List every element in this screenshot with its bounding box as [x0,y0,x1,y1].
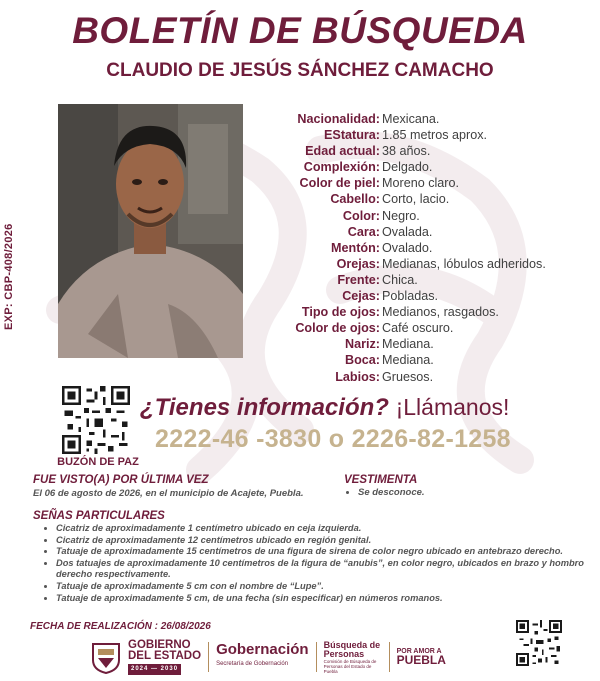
por-amor-a-puebla-logo: POR AMOR A PUEBLA [396,648,446,667]
list-item: • Cicatriz de aproximadamente 1 centímetro ubicado en ceja izquierda. [56,523,596,535]
footer-logos [90,638,446,676]
busqueda-logo: Búsqueda de Personas Comisión de Búsqueda de Personas del Estado de Puebla [323,639,381,674]
list-item: • Dos tatuajes de aproximadamente 10 centímetros de la figura de “anubis”, en color negro, ubicados en brazo y hombro derecho respectivamente. [56,558,596,581]
detail-row: Nacionalidad: Mexicana. [297,112,440,126]
detail-row: Cara: Ovalada. [347,224,433,239]
question-text: ¿Tienes información? [140,394,389,421]
logo-divider [316,642,317,672]
state-seal-icon [90,640,122,674]
detail-row: Mentón: Ovalado. [331,240,433,255]
gobernacion-logo: Gobernación Secretaría de Gobernación [216,641,309,667]
list-item: • Cicatriz de aproximadamente 12 centímetros ubicado en región genital. [56,535,596,547]
file-number: EXP: CBP-408/2026 [3,223,15,330]
detail-row: Orejas: Medianas, lóbulos adheridos. [336,256,546,271]
list-item: • Tatuaje de aproximadamente 5 cm con el nombre de “Lupe”. [56,581,596,593]
detail-row: Tipo de ojos: Medianos, rasgados. [301,305,499,320]
list-item: • Se desconoce. [358,487,425,498]
detail-row: Nariz: Mediana. [345,337,434,352]
detail-row: EStatura: 1.85 metros aprox. [324,128,487,143]
buzon-label: BUZÓN DE PAZ [57,456,139,468]
detail-row: Boca: Mediana. [345,353,434,368]
person-photo [58,104,243,358]
detail-row: Complexión: Delgado. [303,160,433,175]
state-government-logo: GOBIERNO DEL ESTADO 2024 — 2030 [128,640,201,675]
clothing-list [344,487,425,498]
detail-row: Color: Negro. [342,208,420,223]
list-item: • Tatuaje de aproximadamente 15 centímetros de una figura de sirena de color negro ubicado en antebrazo derecho. [56,546,596,558]
detail-row: Edad actual: 38 años. [305,144,431,159]
last-seen-text: El 06 de agosto de 2026, en el municipio de Acajete, Puebla. [33,488,304,499]
last-seen-heading: FUE VISTO(A) POR ÚLTIMA VEZ [33,474,209,486]
logo-divider [208,642,209,672]
call-text: ¡Llámanos! [395,394,510,420]
contact-prompt [140,394,509,422]
marks-list [42,523,596,604]
list-item: • Tatuaje de aproximadamente 5 cm, de una fecha (sin especificar) en números romanos. [56,593,596,605]
detail-row: Frente: Chica. [337,272,418,287]
detail-row: Cejas: Pobladas. [342,289,439,304]
detail-row: Color de piel: Moreno claro. [299,176,459,191]
qr-code-icon[interactable] [62,386,130,454]
phone-numbers[interactable]: 2222-46 -3830 o 2226-82-1258 [155,425,511,453]
clothing-heading: VESTIMENTA [344,474,418,486]
qr-code-icon[interactable] [516,620,562,666]
logo-divider [389,642,390,672]
marks-heading: SEÑAS PARTICULARES [33,510,165,522]
physical-description [250,111,595,385]
detail-row: Cabello: Corto, lacio. [330,192,450,207]
detail-row: Color de ojos: Café oscuro. [295,321,454,336]
missing-person-name: CLAUDIO DE JESÚS SÁNCHEZ CAMACHO [106,60,494,81]
bulletin-title: BOLETÍN DE BÚSQUEDA [72,10,528,51]
detail-row: Labios: Gruesos. [335,369,434,384]
creation-date: FECHA DE REALIZACIÓN : 26/08/2026 [30,621,211,632]
